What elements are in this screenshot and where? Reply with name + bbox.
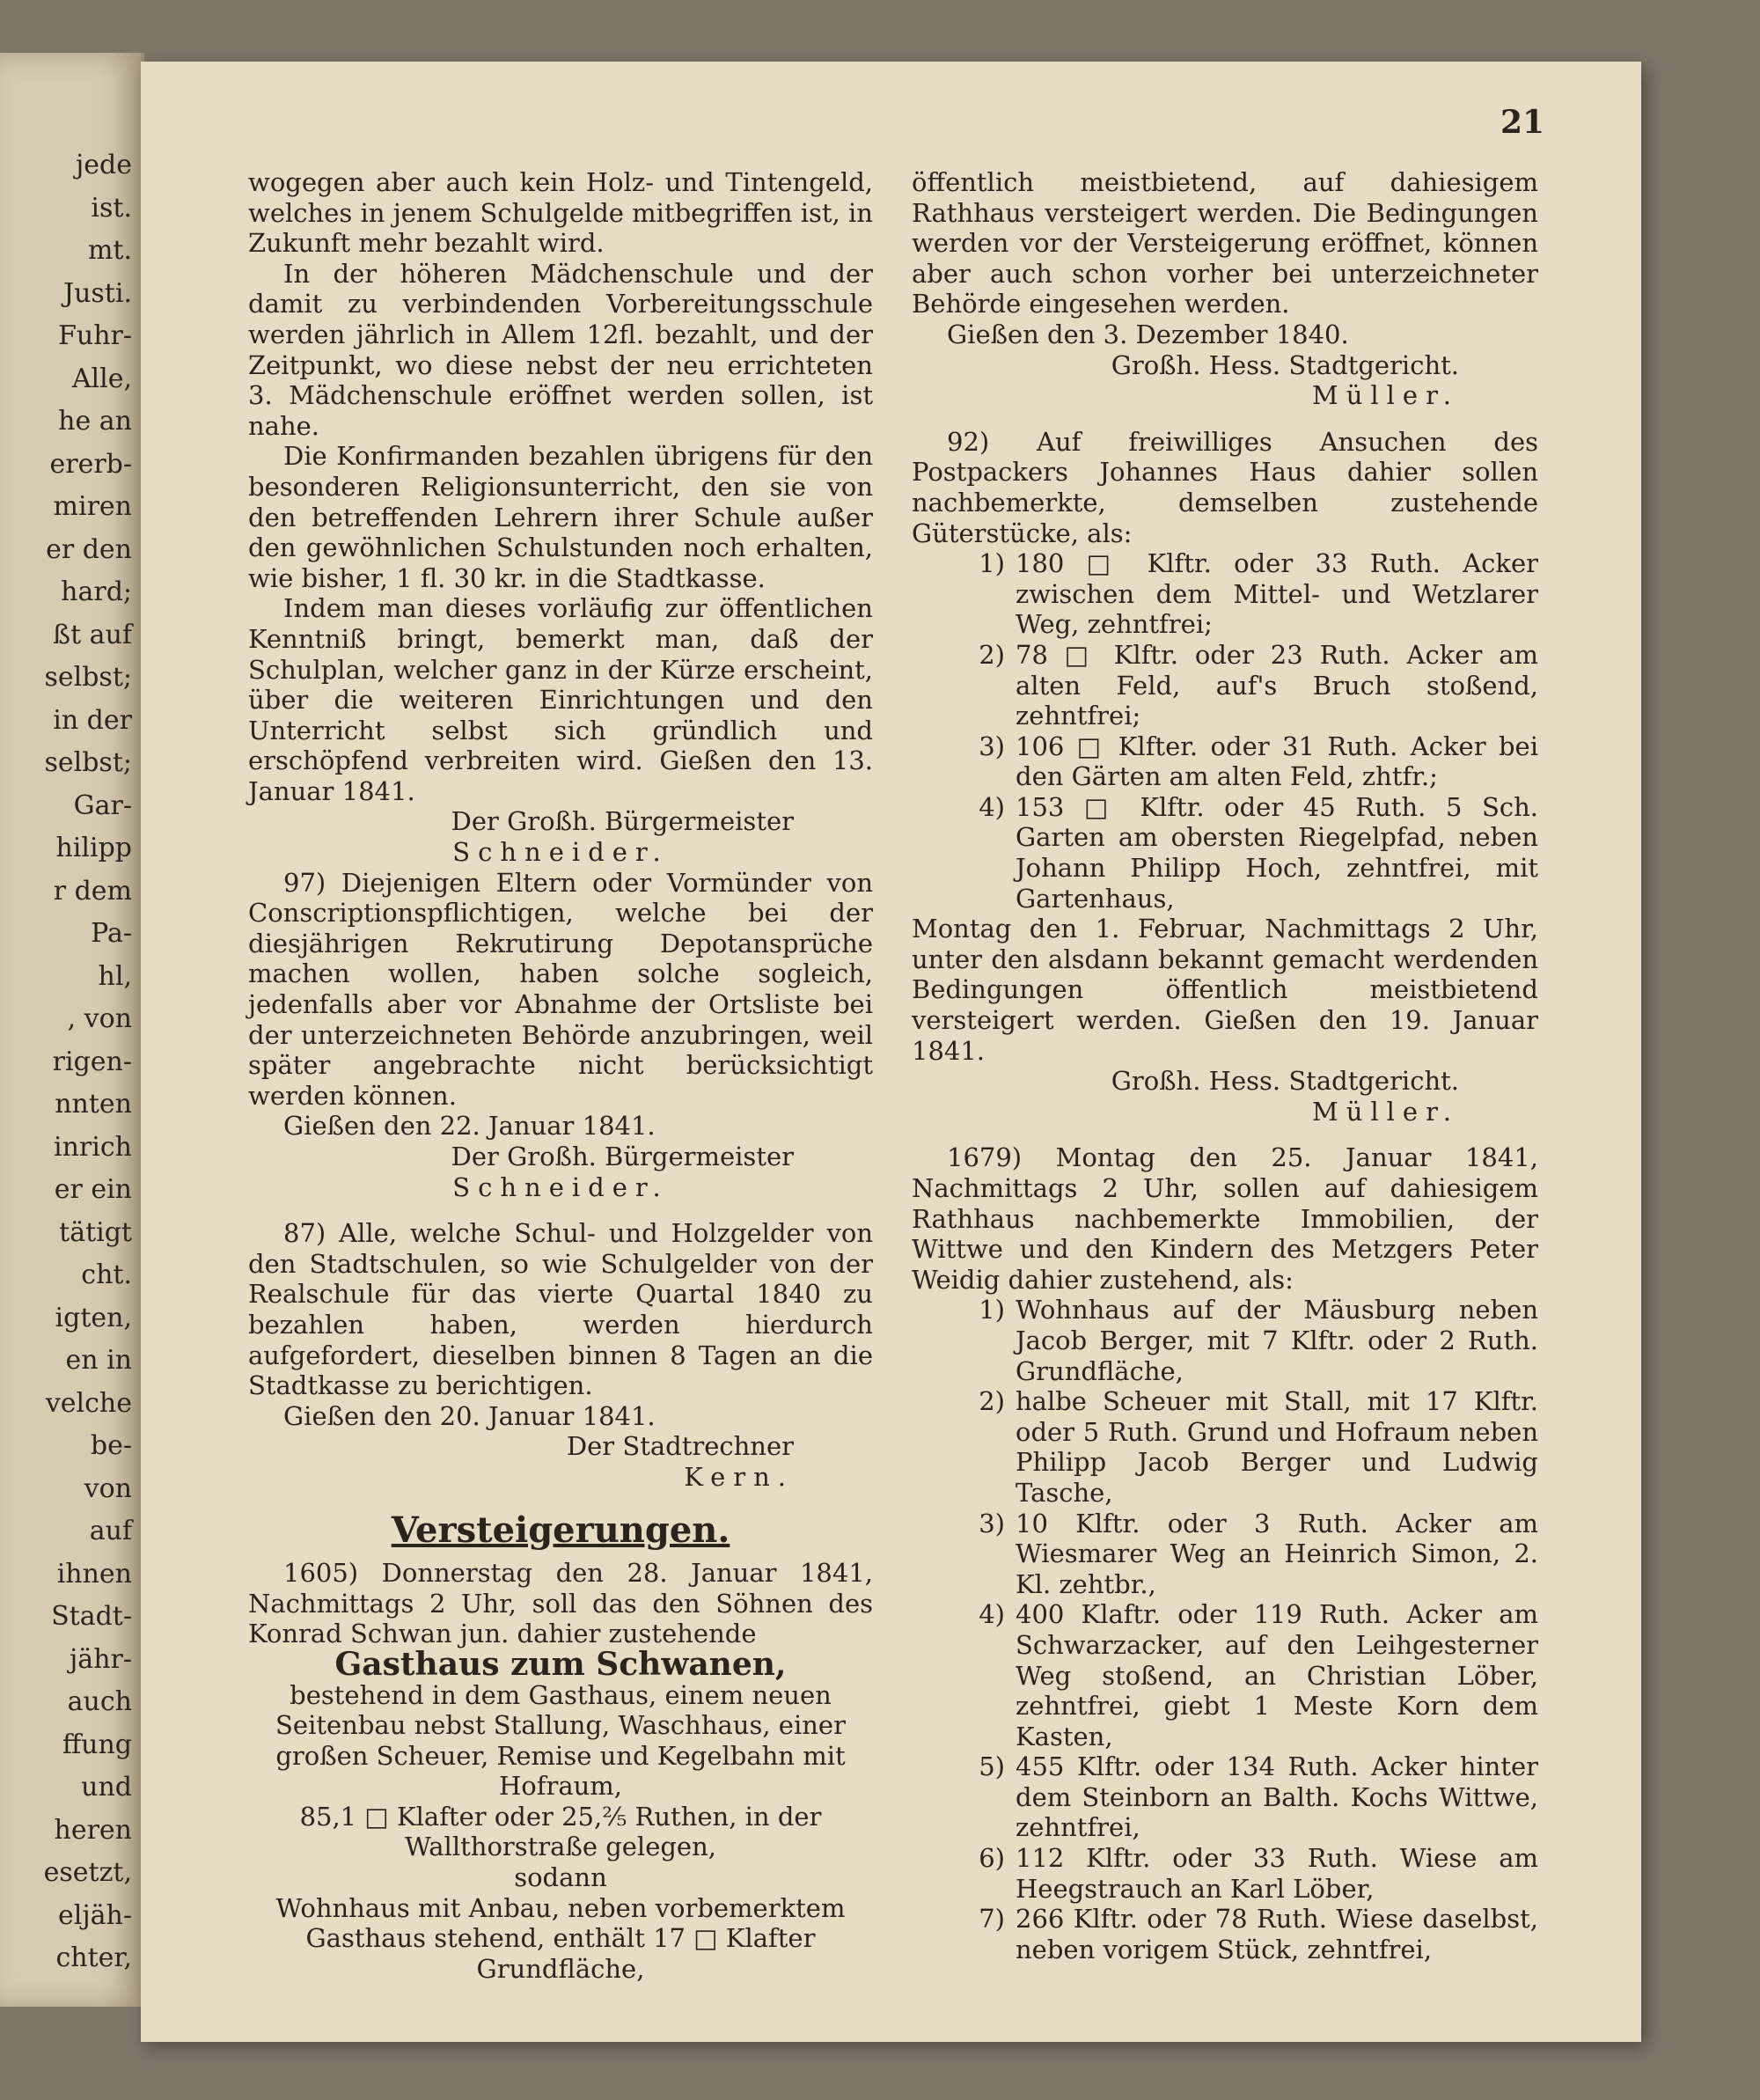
list-item xyxy=(912,1843,1538,1904)
list-item-text: 400 Klaftr. oder 119 Ruth. Acker am Schwarzacker, auf den Leihgesterner Weg stoßend, an Christian Löber, zehntfrei, giebt 1 Meste Korn dem Kasten, xyxy=(1016,1599,1538,1751)
prev-page-text-fragment: he an xyxy=(58,406,132,437)
date-line: Gießen den 22. Januar 1841. xyxy=(283,1111,656,1142)
list-item-text: 78 □ Klftr. oder 23 Ruth. Acker am alten Feld, auf's Bruch stoßend, zehntfrei; xyxy=(1016,639,1538,731)
paragraph: 92) Auf freiwilliges Ansuchen des Postpackers Johannes Haus dahier sollen nachbemerkte, demselben zustehende Güterstücke, als: xyxy=(912,426,1538,548)
paragraph: 1679) Montag den 25. Januar 1841, Nachmittags 2 Uhr, sollen auf dahiesigem Rathhaus nachbemerkte Immobilien, der Wittwe und den Kindern des Metzgers Peter Weidig dahier zustehend, als: xyxy=(912,1142,1538,1295)
list-item-number: 1) xyxy=(979,548,1005,579)
list-item-number: 2) xyxy=(979,1386,1005,1417)
prev-page-text-fragment: er ein xyxy=(54,1174,132,1205)
prev-page-text-fragment: ererb- xyxy=(49,448,132,480)
prev-page-text-fragment: be- xyxy=(90,1430,132,1461)
prev-page-text-fragment: eljäh- xyxy=(58,1899,132,1931)
paragraph: Montag den 1. Februar, Nachmittags 2 Uhr, unter den alsdann bekannt gemacht werdenden Bedingungen öffentlich meistbietend versteigert werden. Gießen den 19. Januar 1841. xyxy=(912,914,1538,1066)
prev-page-text-fragment: velche xyxy=(45,1387,132,1419)
list-item-text: halbe Scheuer mit Stall, mit 17 Klftr. oder 5 Ruth. Grund und Hofraum neben Philipp Jacob Berger und Ludwig Tasche, xyxy=(1016,1386,1538,1508)
list-item-text: 112 Klftr. oder 33 Ruth. Wiese am Heegstrauch an Karl Löber, xyxy=(1016,1843,1538,1904)
document-page xyxy=(141,62,1641,2042)
prev-page-text-fragment: ist. xyxy=(91,192,132,224)
prev-page-text-fragment: r dem xyxy=(53,875,132,907)
prev-page-text-fragment: hilipp xyxy=(55,833,132,863)
paragraph: 1605) Donnerstag den 28. Januar 1841, Nachmittags 2 Uhr, soll das den Söhnen des Konrad Schwan jun. dahier zustehende xyxy=(248,1558,873,1649)
prev-page-text-fragment: , von xyxy=(67,1003,132,1034)
prev-page-text-fragment: igten, xyxy=(55,1302,132,1333)
list-item-text: Wohnhaus auf der Mäusburg neben Jacob Berger, mit 7 Klftr. oder 2 Ruth. Grundfläche, xyxy=(1016,1295,1538,1386)
paragraph: In der höheren Mädchenschule und der damit zu verbindenden Vorbereitungsschule werden jährlich in Allem 12fl. bezahlt, und der Zeitpunkt, wo diese nebst der neu errichteten 3. Mädchenschule eröffnet werden sollen, ist nahe. xyxy=(248,258,873,441)
property-title: Gasthaus zum Schwanen, xyxy=(334,1645,787,1683)
house-description: Wohnhaus mit Anbau, neben vorbemerktem Gasthaus stehend, enthält 17 □ Klafter Grundfläche, xyxy=(275,1892,846,1984)
list-item-text: 10 Klftr. oder 3 Ruth. Acker am Wiesmarer Weg an Heinrich Simon, 2. Kl. zehtbr., xyxy=(1016,1508,1538,1599)
list-item-number: 4) xyxy=(979,1599,1005,1630)
paragraph: 87) Alle, welche Schul- und Holzgelder von den Stadtschulen, so wie Schulgelder von der Realschule für das vierte Quartal 1840 zu bezahlen haben, werden hierdurch aufgefordert, dieselben binnen 8 Tagen an die Stadtkasse zu berichtigen. xyxy=(248,1218,873,1401)
list-item-text: 266 Klftr. oder 78 Ruth. Wiese daselbst, neben vorigem Stück, zehntfrei, xyxy=(1016,1904,1538,1964)
prev-page-text-fragment: nnten xyxy=(55,1089,132,1120)
list-item-number: 2) xyxy=(979,639,1005,670)
prev-page-text-fragment: tätigt xyxy=(59,1216,132,1248)
signature-name: Kern. xyxy=(684,1461,794,1492)
list-item-number: 4) xyxy=(979,791,1005,822)
property-description: bestehend in dem Gasthaus, einem neuen Seitenbau nebst Stallung, Waschhaus, einer großen Scheuer, Remise und Kegelbahn mit Hofraum, xyxy=(275,1679,846,1802)
prev-page-text-fragment: rigen- xyxy=(52,1046,132,1077)
prev-page-text-fragment: ßt auf xyxy=(53,619,132,650)
prev-page-text-fragment: esetzt, xyxy=(43,1857,132,1888)
prev-page-text-fragment: ihnen xyxy=(56,1558,132,1590)
signature-name: Schneider. xyxy=(452,1171,669,1202)
list-item-number: 7) xyxy=(979,1904,1005,1935)
signature-name: Müller. xyxy=(1312,380,1459,411)
prev-page-text-fragment: Stadt- xyxy=(51,1601,132,1632)
prev-page-text-fragment: Fuhr- xyxy=(58,320,132,351)
prev-page-text-fragment: mt. xyxy=(87,235,132,266)
prev-page-text-fragment: inrich xyxy=(54,1131,132,1163)
prev-page-text-fragment: en in xyxy=(65,1345,132,1376)
prev-page-text-fragment: Pa- xyxy=(91,918,132,949)
section-heading: Versteigerungen. xyxy=(391,1509,730,1551)
right-column xyxy=(912,167,1538,1964)
signature-title: Großh. Hess. Stadtgericht. xyxy=(1111,349,1459,380)
paragraph: 97) Diejenigen Eltern oder Vormünder von Conscriptionspflichtigen, welche bei der diesjährigen Rekrutirung Depotansprüche machen wollen, haben solche sogleich, jedenfalls aber vor Abnahme der Ortsliste bei der unterzeichneten Behörde anzubringen, weil später angebrachte nicht berücksichtigt werden können. xyxy=(248,867,873,1111)
property-list xyxy=(912,1295,1538,1964)
signature-title: Der Großh. Bürgermeister xyxy=(451,1142,794,1171)
date-line: Gießen den 20. Januar 1841. xyxy=(283,1400,656,1431)
paragraph: öffentlich meistbietend, auf dahiesigem Rathhaus versteigert werden. Die Bedingungen werden vor der Versteigerung eröffnet, können aber auch schon vorher bei unterzeichneter Behörde eingesehen werden. xyxy=(912,167,1538,319)
prev-page-text-fragment: auch xyxy=(67,1686,132,1717)
prev-page-text-fragment: jähr- xyxy=(70,1643,132,1675)
list-item xyxy=(912,1751,1538,1843)
property-list xyxy=(912,548,1538,914)
paragraph: wogegen aber auch kein Holz- und Tintengeld, welches in jenem Schulgelde mitbegriffen ist, in Zukunft mehr bezahlt wird. xyxy=(248,167,873,259)
signature-title: Großh. Hess. Stadtgericht. xyxy=(1111,1066,1459,1097)
list-item-text: 455 Klftr. oder 134 Ruth. Acker hinter dem Steinborn an Balth. Kochs Wittwe, zehntfrei, xyxy=(1016,1751,1538,1843)
prev-page-text-fragment: hl, xyxy=(98,960,132,992)
prev-page-text-fragment: von xyxy=(84,1472,132,1504)
list-item-text: 180 □ Klftr. oder 33 Ruth. Acker zwischen dem Mittel- und Wetzlarer Weg, zehntfrei; xyxy=(1016,548,1538,640)
prev-page-text-fragment: ffung xyxy=(62,1729,132,1760)
list-item xyxy=(912,1386,1538,1508)
date-line: Gießen den 3. Dezember 1840. xyxy=(947,319,1349,349)
prev-page-text-fragment: in der xyxy=(53,704,132,736)
page-number: 21 xyxy=(1500,104,1545,141)
list-item-text: 153 □ Klftr. oder 45 Ruth. 5 Sch. Garten am obersten Riegelpfad, neben Johann Philipp Hoch, zehntfrei, mit Gartenhaus, xyxy=(1016,791,1538,914)
prev-page-text-fragment: er den xyxy=(46,533,132,565)
prev-page-text-fragment: Gar- xyxy=(73,789,132,821)
list-item xyxy=(912,640,1538,731)
list-item xyxy=(912,792,1538,914)
prev-page-text-fragment: cht. xyxy=(81,1259,132,1290)
prev-page-text-fragment: Justi. xyxy=(63,277,132,309)
list-item xyxy=(912,1599,1538,1751)
prev-page-text-fragment: chter, xyxy=(55,1942,132,1973)
list-item-text: 106 □ Klfter. oder 31 Ruth. Acker bei den Gärten am alten Feld, zhtfr.; xyxy=(1016,731,1538,792)
left-column xyxy=(248,167,873,1984)
list-item xyxy=(912,731,1538,792)
signature-name: Müller. xyxy=(1312,1096,1459,1127)
prev-page-text-fragment: auf xyxy=(89,1516,132,1546)
prev-page-text-fragment: selbst; xyxy=(44,662,132,693)
signature-name: Schneider. xyxy=(452,837,669,868)
list-item-number: 1) xyxy=(979,1295,1005,1325)
prev-page-text-fragment: und xyxy=(81,1772,132,1803)
list-item-number: 5) xyxy=(979,1751,1005,1782)
connector-word: sodann xyxy=(514,1862,607,1893)
prev-page-text-fragment: hard; xyxy=(61,576,132,607)
property-size: 85,1 □ Klafter oder 25,⅖ Ruthen, in der Wallthorstraße gelegen, xyxy=(299,1801,822,1862)
prev-page-text-fragment: selbst; xyxy=(44,747,132,778)
prev-page-text-fragment: jede xyxy=(75,150,132,180)
prev-page-text-fragment: heren xyxy=(54,1814,132,1846)
list-item xyxy=(912,1904,1538,1964)
signature-title: Der Stadtrechner xyxy=(566,1431,794,1462)
list-item-number: 3) xyxy=(979,731,1005,761)
paragraph: Indem man dieses vorläufig zur öffentlichen Kenntniß bringt, bemerkt man, daß der Schulplan, welcher ganz in der Kürze erscheint, über die weiteren Einrichtungen und den Unterricht selbst sich gründlich und erschöpfend verbreiten wird. Gießen den 13. Januar 1841. xyxy=(248,593,873,806)
list-item xyxy=(912,548,1538,640)
paragraph: Die Konfirmanden bezahlen übrigens für den besonderen Religionsunterricht, den sie von den betreffenden Lehrern ihrer Schule außer den gewöhnlichen Schulstunden noch erhalten, wie bisher, 1 fl. 30 kr. in die Stadtkasse. xyxy=(248,441,873,593)
list-item-number: 3) xyxy=(979,1508,1005,1538)
signature-title: Der Großh. Bürgermeister xyxy=(451,806,794,837)
prev-page-text-fragment: Alle, xyxy=(71,363,132,394)
previous-page-edge xyxy=(0,53,144,2007)
list-item-number: 6) xyxy=(979,1843,1005,1874)
list-item xyxy=(912,1509,1538,1600)
list-item xyxy=(912,1295,1538,1386)
prev-page-text-fragment: miren xyxy=(53,491,132,522)
